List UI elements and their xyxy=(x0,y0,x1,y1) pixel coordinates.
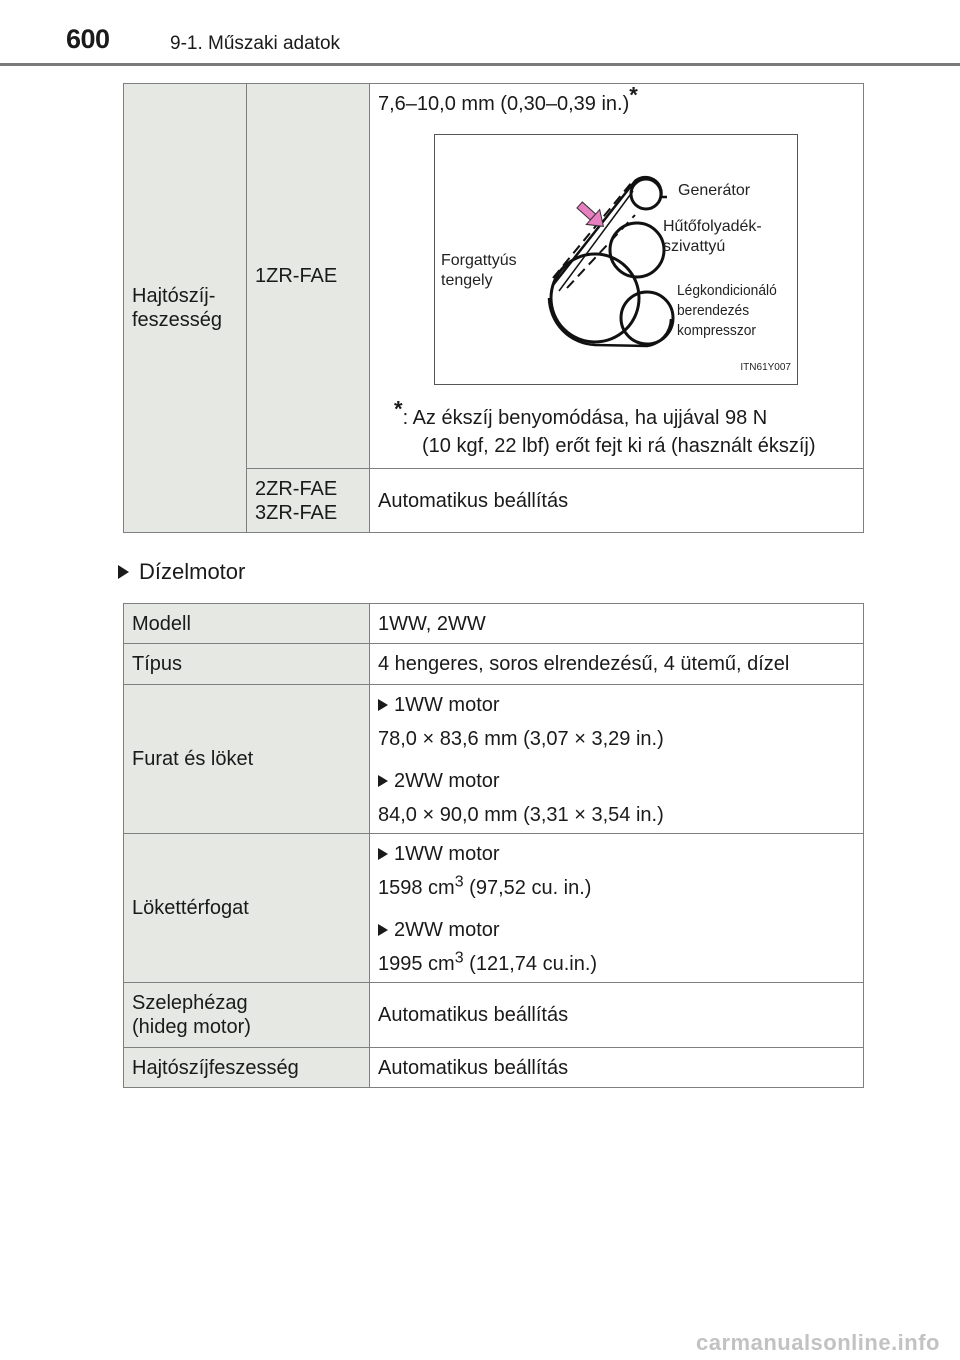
triangle-bullet-icon xyxy=(378,924,388,936)
triangle-bullet-icon xyxy=(378,848,388,860)
row-value-model: 1WW, 2WW xyxy=(370,604,864,644)
row-label-belt: Hajtószíjfeszesség xyxy=(124,1048,370,1088)
row-label-model: Modell xyxy=(124,604,370,644)
belt-spec-cell xyxy=(370,84,864,469)
generator-pulley xyxy=(631,179,661,209)
model-1zr-cell xyxy=(247,84,370,469)
auto-adjust-cell xyxy=(370,469,864,533)
disp-item-1-title xyxy=(378,840,855,868)
watermark xyxy=(0,1330,960,1360)
bore-item-2-title xyxy=(378,767,855,795)
bore-item-1-title xyxy=(378,691,855,719)
triangle-bullet-icon xyxy=(378,775,388,787)
page-number: 600 xyxy=(66,24,110,54)
footnote-text-1: : Az ékszíj benyomódása, ha ujjával 98 N xyxy=(402,407,768,429)
auto-adjust-text: Automatikus beállítás xyxy=(378,489,569,512)
page-header xyxy=(0,0,960,66)
label-crankshaft: Forgattyús tengely xyxy=(441,252,517,289)
table-row xyxy=(124,644,864,685)
bore-item-2-title-text: 2WW motor xyxy=(394,770,500,792)
disp-item-2-value xyxy=(378,950,855,978)
model-1zr-text: 1ZR-FAE xyxy=(255,265,338,287)
row-label-valve: Szelephézag (hideg motor) xyxy=(124,983,370,1048)
label-coolant-pump: Hűtőfolyadék- szivattyú xyxy=(663,218,762,255)
table-row xyxy=(124,685,864,834)
bore-item-1-value: 78,0 × 83,6 mm (3,07 × 3,29 in.) xyxy=(378,728,664,750)
disp-1-pre: 1598 cm xyxy=(378,877,455,899)
disp-item-1-title-text: 1WW motor xyxy=(394,843,500,865)
disp-2-sup: 3 xyxy=(454,949,464,967)
footnote-asterisk: * xyxy=(394,396,403,422)
belt-tension-label-text: Hajtószíj- feszesség xyxy=(132,285,223,331)
drive-belt-inner xyxy=(559,191,633,291)
header-divider xyxy=(0,63,960,66)
belt-spec-value: 7,6–10,0 mm (0,30–0,39 in.) xyxy=(378,93,630,115)
disp-1-sup: 3 xyxy=(454,873,464,891)
belt-footnote xyxy=(394,396,816,460)
disp-2-pre: 1995 cm xyxy=(378,953,455,975)
row-label-bore: Furat és löket xyxy=(124,685,370,834)
disp-item-1-value xyxy=(378,874,855,902)
row-value-valve: Automatikus beállítás xyxy=(370,983,864,1048)
section-title: 9-1. Műszaki adatok xyxy=(170,33,341,54)
triangle-bullet-icon xyxy=(118,565,129,579)
belt-spec-line xyxy=(378,82,638,116)
disp-item-2-title-text: 2WW motor xyxy=(394,919,500,941)
model-2zr-3zr-cell xyxy=(247,469,370,533)
disp-2-post: (121,74 cu.in.) xyxy=(463,953,598,975)
coolant-pump-pulley xyxy=(610,223,664,277)
label-ac-compressor: Légkondicionáló berendezés kompresszor xyxy=(677,282,777,339)
disp-1-post: (97,52 cu. in.) xyxy=(463,877,592,899)
diesel-heading-text: Dízelmotor xyxy=(139,559,246,584)
row-value-belt: Automatikus beállítás xyxy=(370,1048,864,1088)
row-value-bore xyxy=(370,685,864,834)
footnote-line-1 xyxy=(394,396,816,432)
crankshaft-pulley xyxy=(551,254,639,342)
diesel-heading xyxy=(118,559,245,585)
row-value-type: 4 hengeres, soros elrendezésű, 4 ütemű, dízel xyxy=(370,644,864,685)
bore-item-2-value: 84,0 × 90,0 mm (3,31 × 3,54 in.) xyxy=(378,804,664,826)
belt-diagram xyxy=(434,134,798,385)
disp-item-2-title xyxy=(378,916,855,944)
row-value-displacement xyxy=(370,834,864,983)
model-2zr-3zr-text: 2ZR-FAE 3ZR-FAE xyxy=(255,477,338,524)
triangle-bullet-icon xyxy=(378,699,388,711)
table-row xyxy=(124,834,864,983)
label-generator: Generátor xyxy=(678,182,751,199)
asterisk-mark: * xyxy=(629,82,638,108)
diesel-spec-table xyxy=(123,603,864,1088)
row-label-type: Típus xyxy=(124,644,370,685)
footnote-text-2: (10 kgf, 22 lbf) erőt fejt ki rá (használt ékszíj) xyxy=(422,435,816,457)
table-row xyxy=(124,604,864,644)
diagram-code: ITN61Y007 xyxy=(740,362,791,373)
watermark-text: carmanualsonline.info xyxy=(696,1330,940,1355)
bore-item-1-title-text: 1WW motor xyxy=(394,694,500,716)
belt-tension-table xyxy=(123,83,864,533)
table-row xyxy=(124,1048,864,1088)
belt-tension-label xyxy=(124,84,247,533)
row-label-displacement: Lökettérfogat xyxy=(124,834,370,983)
table-row xyxy=(124,983,864,1048)
